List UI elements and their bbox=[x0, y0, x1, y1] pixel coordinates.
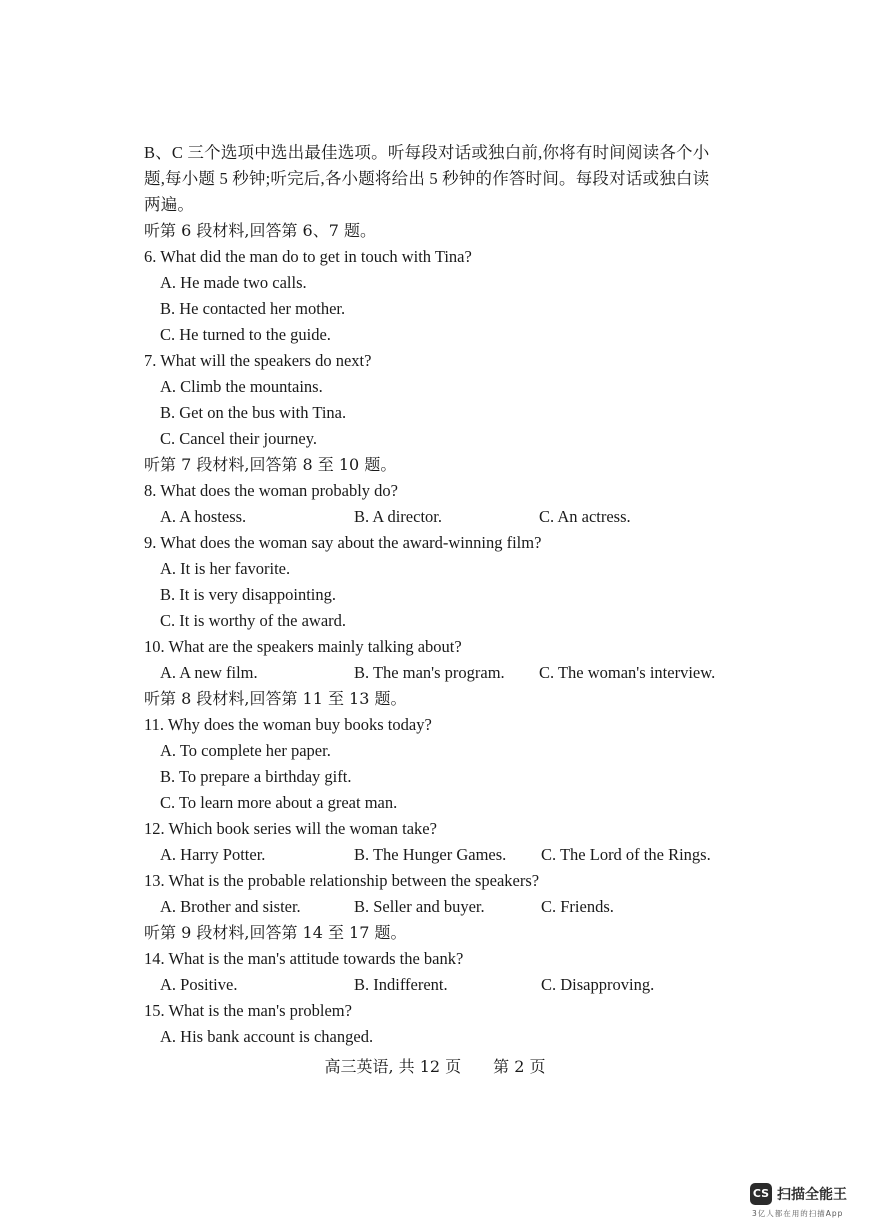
answer-option: A. Climb the mountains. bbox=[160, 377, 323, 396]
footer-page-number: 第 2 页 bbox=[493, 1057, 546, 1076]
answer-option: B. Seller and buyer. bbox=[354, 897, 485, 916]
answer-option: B. The man's program. bbox=[354, 663, 505, 682]
answer-option: B. He contacted her mother. bbox=[160, 299, 346, 318]
section-heading: 听第 9 段材料,回答第 14 至 17 题。 bbox=[144, 923, 407, 942]
question: 13. What is the probable relationship between the speakers? bbox=[144, 871, 540, 890]
answer-option: A. Positive. bbox=[160, 975, 238, 994]
answer-option: B. A director. bbox=[354, 507, 442, 526]
answer-option: A. A hostess. bbox=[160, 507, 247, 526]
question: 12. Which book series will the woman take? bbox=[144, 819, 437, 838]
question: 10. What are the speakers mainly talking about? bbox=[144, 637, 462, 656]
question: 15. What is the man's problem? bbox=[144, 1001, 352, 1020]
question: 8. What does the woman probably do? bbox=[144, 481, 399, 500]
question: 7. What will the speakers do next? bbox=[144, 351, 372, 370]
answer-option: C. Friends. bbox=[541, 897, 614, 916]
answer-option: C. An actress. bbox=[539, 507, 631, 526]
answer-option: C. Cancel their journey. bbox=[160, 429, 318, 448]
answer-option: A. Brother and sister. bbox=[160, 897, 301, 916]
intro-line: 题,每小题 5 秒钟;听完后,各小题将给出 5 秒钟的作答时间。每段对话或独白读 bbox=[144, 169, 710, 188]
question: 14. What is the man's attitude towards the bank? bbox=[144, 949, 464, 968]
answer-option: B. It is very disappointing. bbox=[160, 585, 336, 604]
answer-option: A. A new film. bbox=[160, 663, 258, 682]
inline-options bbox=[144, 842, 744, 868]
section-heading: 听第 7 段材料,回答第 8 至 10 题。 bbox=[144, 455, 397, 474]
question: 6. What did the man do to get in touch with Tina? bbox=[144, 247, 472, 266]
page-footer bbox=[0, 1055, 870, 1079]
listening-section bbox=[144, 140, 744, 1050]
answer-option: B. Get on the bus with Tina. bbox=[160, 403, 347, 422]
inline-options bbox=[144, 504, 744, 530]
inline-options bbox=[144, 660, 744, 686]
answer-option: A. Harry Potter. bbox=[160, 845, 266, 864]
answer-option: C. It is worthy of the award. bbox=[160, 611, 347, 630]
intro-line: B、C 三个选项中选出最佳选项。听每段对话或独白前,你将有时间阅读各个小 bbox=[144, 143, 710, 162]
intro-line: 两遍。 bbox=[144, 195, 195, 214]
answer-option: C. Disapproving. bbox=[541, 975, 655, 994]
section-heading: 听第 6 段材料,回答第 6、7 题。 bbox=[144, 221, 376, 240]
camscanner-logo-icon: CS bbox=[750, 1183, 772, 1205]
answer-option: A. To complete her paper. bbox=[160, 741, 331, 760]
answer-option: B. To prepare a birthday gift. bbox=[160, 767, 352, 786]
question: 9. What does the woman say about the award-winning film? bbox=[144, 533, 542, 552]
inline-options bbox=[144, 972, 744, 998]
answer-option: C. To learn more about a great man. bbox=[160, 793, 398, 812]
footer-page-total: 高三英语, 共 12 页 bbox=[324, 1057, 462, 1076]
answer-option: C. The woman's interview. bbox=[539, 663, 716, 682]
watermark-subtitle: 3亿人都在用的扫描App bbox=[752, 1209, 844, 1218]
scanner-watermark bbox=[750, 1180, 860, 1220]
answer-option: C. The Lord of the Rings. bbox=[541, 845, 711, 864]
answer-option: B. The Hunger Games. bbox=[354, 845, 507, 864]
question: 11. Why does the woman buy books today? bbox=[144, 715, 432, 734]
answer-option: C. He turned to the guide. bbox=[160, 325, 331, 344]
answer-option: A. It is her favorite. bbox=[160, 559, 291, 578]
inline-options bbox=[144, 894, 744, 920]
watermark-title: 扫描全能王 bbox=[777, 1187, 847, 1203]
answer-option: A. He made two calls. bbox=[160, 273, 307, 292]
section-heading: 听第 8 段材料,回答第 11 至 13 题。 bbox=[144, 689, 407, 708]
answer-option: A. His bank account is changed. bbox=[160, 1027, 374, 1046]
answer-option: B. Indifferent. bbox=[354, 975, 448, 994]
